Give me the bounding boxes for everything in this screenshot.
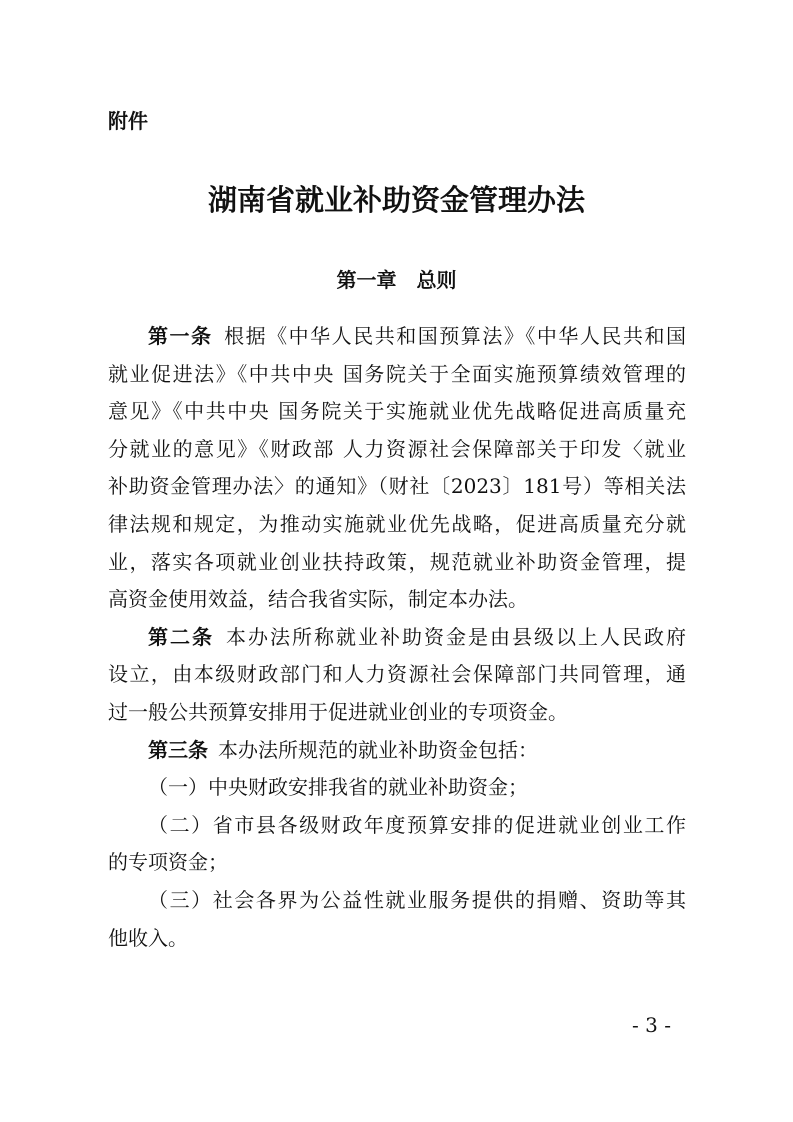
article-2-text-1: 本办法所称就业补助资金是由县级以上人民政府 xyxy=(224,624,686,649)
document-title: 湖南省就业补助资金管理办法 xyxy=(207,183,585,217)
article-3-text-1: 本办法所规范的就业补助资金包括： xyxy=(218,737,538,762)
article-1-line-1 xyxy=(108,318,686,356)
article-2-line-2: 设立，由本级财政部门和人力资源社会保障部门共同管理，通 xyxy=(108,662,686,687)
article-1-text-1: 根据《中华人民共和国预算法》《中华人民共和国 xyxy=(222,324,687,348)
article-1-line-3: 意见》《中共中央 国务院关于实施就业优先战略促进高质量充 xyxy=(108,399,686,424)
list-item-3-line-1: （三）社会各界为公益性就业服务提供的捐赠、资助等其 xyxy=(148,887,686,912)
article-1-line-8: 高资金使用效益，结合我省实际，制定本办法。 xyxy=(108,587,528,612)
article-1 xyxy=(108,318,686,619)
attachment-label: 附件 xyxy=(108,109,148,133)
article-2-line-1 xyxy=(108,619,686,657)
list-item-3 xyxy=(108,882,686,957)
list-item-2-line-2: 的专项资金； xyxy=(108,850,228,875)
article-2 xyxy=(108,619,686,732)
article-1-line-5: 补助资金管理办法〉的通知》（财社〔2023〕181号）等相关法 xyxy=(108,474,686,499)
document-body xyxy=(108,318,686,957)
article-3-label: 第三条 xyxy=(148,737,208,762)
article-2-label: 第二条 xyxy=(148,624,214,649)
list-item-2 xyxy=(108,807,686,882)
list-item-1-line-1: （一）中央财政安排我省的就业补助资金； xyxy=(148,775,528,800)
page-number: - 3 - xyxy=(632,1013,671,1037)
article-1-line-7: 业，落实各项就业创业扶持政策，规范就业补助资金管理，提 xyxy=(108,549,686,574)
list-item-2-line-1: （二）省市县各级财政年度预算安排的促进就业创业工作 xyxy=(148,812,686,837)
list-item-1 xyxy=(108,769,686,807)
article-1-label: 第一条 xyxy=(148,324,213,348)
article-2-line-3: 过一般公共预算安排用于促进就业创业的专项资金。 xyxy=(108,699,568,724)
list-item-3-line-2: 他收入。 xyxy=(108,925,188,950)
article-3 xyxy=(108,732,686,770)
article-1-line-4: 分就业的意见》《财政部 人力资源社会保障部关于印发〈就业 xyxy=(108,436,686,461)
article-1-line-2: 就业促进法》《中共中央 国务院关于全面实施预算绩效管理的 xyxy=(108,361,686,386)
article-3-line-1 xyxy=(108,732,686,770)
chapter-heading: 第一章 总则 xyxy=(336,268,457,292)
article-1-line-6: 律法规和规定，为推动实施就业优先战略，促进高质量充分就 xyxy=(108,511,686,536)
